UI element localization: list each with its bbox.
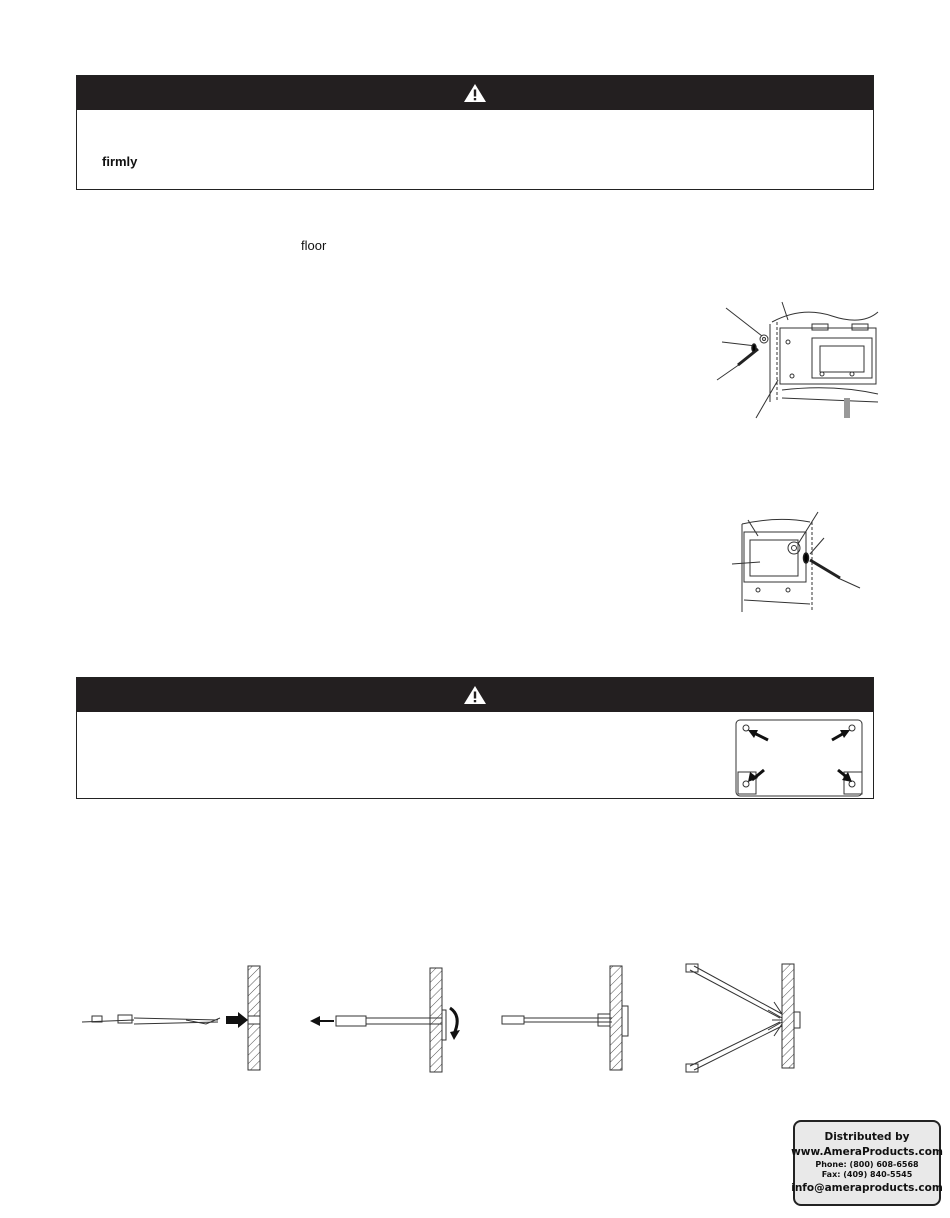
distributor-title: Distributed by <box>824 1131 910 1143</box>
toggle-bolt-step-3 <box>498 962 638 1074</box>
toggle-bolt-step-4 <box>682 962 812 1074</box>
distributor-badge-inner <box>793 1120 941 1206</box>
firmly-text: firmly <box>102 154 138 169</box>
toggle-bolt-step-1 <box>78 962 268 1074</box>
floor-text: floor <box>301 238 327 253</box>
toggle-bolt-step-2 <box>306 962 476 1074</box>
distributor-phone: Phone: (800) 608-6568 <box>815 1160 919 1169</box>
distributor-badge <box>787 1114 947 1212</box>
warning-header <box>77 678 873 712</box>
distributor-website[interactable]: www.AmeraProducts.com <box>791 1146 943 1158</box>
mounting-detail-figure-2 <box>728 508 862 616</box>
warning-box-top <box>76 75 874 190</box>
corner-holes-figure <box>734 718 864 798</box>
warning-triangle-icon <box>463 685 487 705</box>
distributor-email[interactable]: info@ameraproducts.com <box>791 1182 943 1194</box>
mounting-detail-figure-1 <box>712 298 880 420</box>
warning-triangle-icon <box>463 83 487 103</box>
distributor-fax: Fax: (409) 840-5545 <box>821 1170 913 1179</box>
warning-header <box>77 76 873 110</box>
